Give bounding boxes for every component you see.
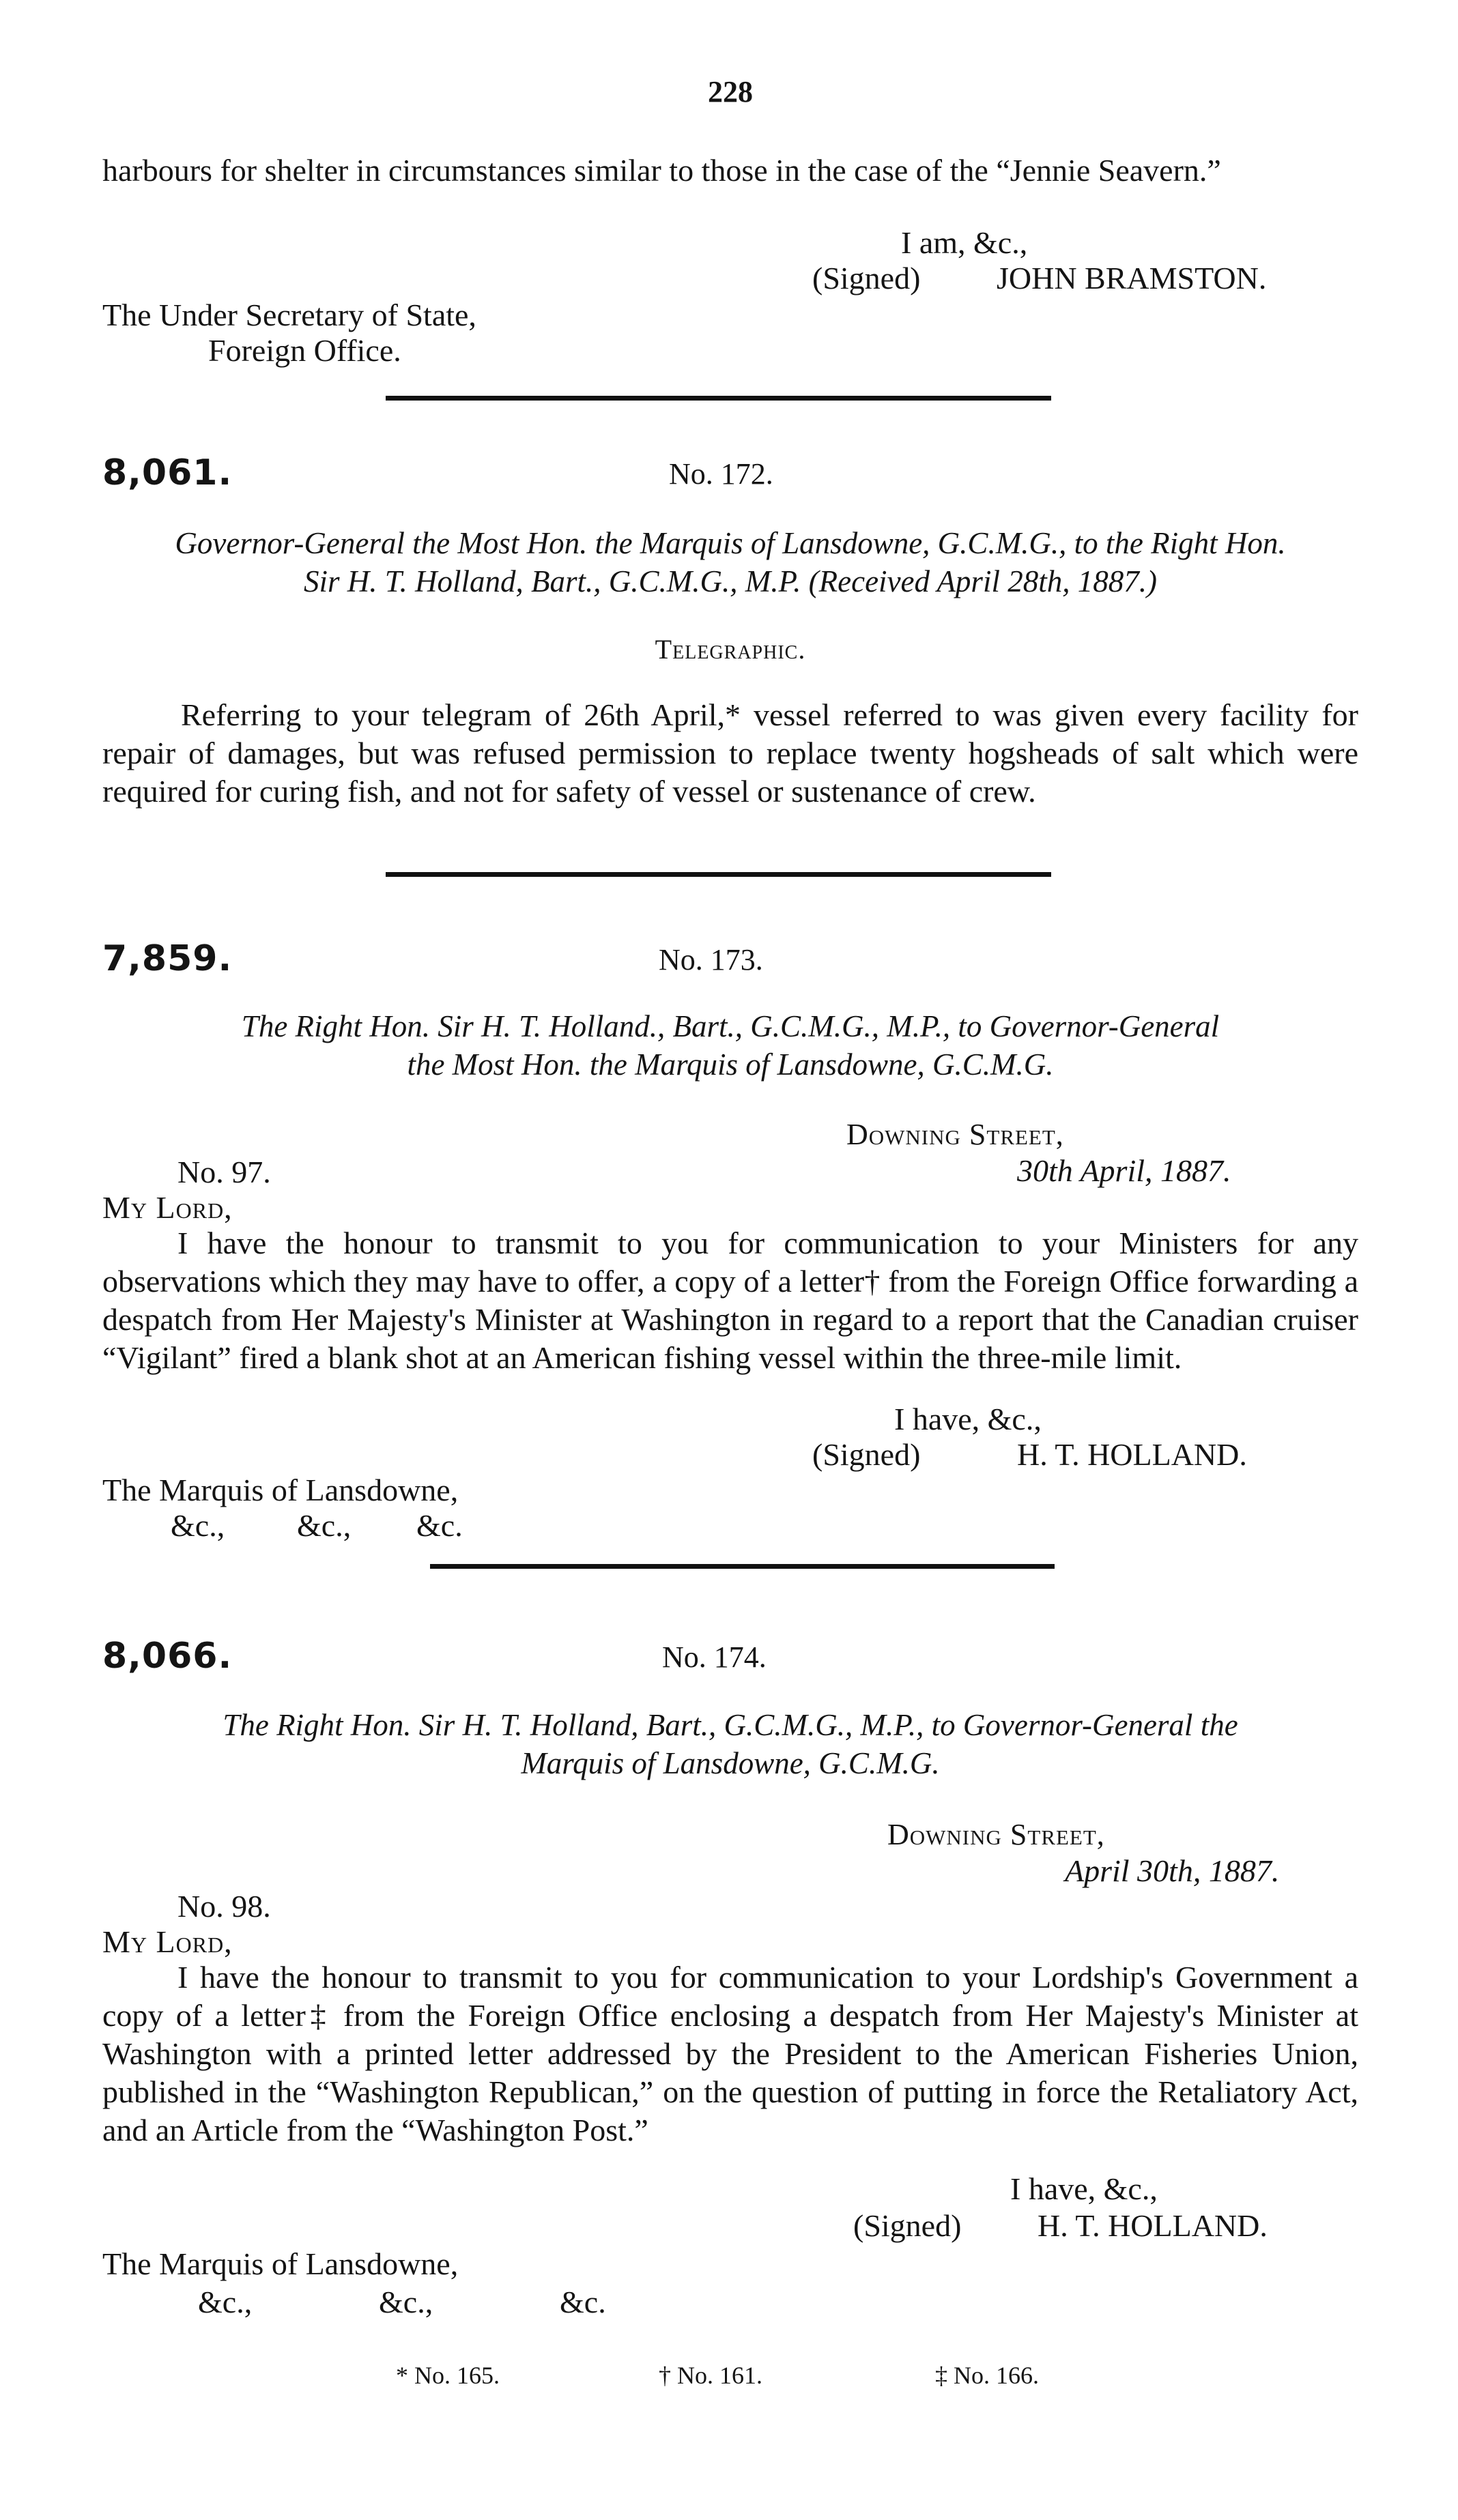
addressee-etc: &c.,: [297, 1508, 352, 1543]
addressee-etc: &c.,: [198, 2285, 253, 2319]
telegraphic-label: Telegraphic.: [655, 634, 806, 665]
intro-addressee-line1: The Under Secretary of State,: [102, 298, 476, 332]
body-paragraph: I have the honour to transmit to you for communication to your Ministers for any observations which they may have to offer, a copy of a letter† from the Foreign Office forwarding a despatch from Her Majesty's Minister at Washington in regard to a report that the Canadian cruiser “Vigilant” fired a blank shot at an American fishing vessel within the three-mile limit.: [102, 1226, 1358, 1376]
signed-label: (Signed): [812, 1437, 921, 1472]
ref-number: No. 98.: [177, 1889, 271, 1924]
intro-closing: I am, &c.,: [901, 225, 1028, 260]
intro-addressee-line2: Foreign Office.: [208, 333, 401, 368]
doc-number: 7,859.: [102, 938, 233, 979]
intro-paragraph: harbours for shelter in circumstances similar to those in the case of the “Jennie Seavern.”: [102, 153, 1221, 188]
heading-line: Governor-General the Most Hon. the Marquis of Lansdowne, G.C.M.G., to the Right Hon.: [175, 526, 1286, 560]
letter-heading: [102, 1706, 1358, 1783]
heading-line: Sir H. T. Holland, Bart., G.C.M.G., M.P. (Received April 28th, 1887.): [304, 564, 1157, 599]
signed-label: (Signed): [853, 2208, 962, 2243]
letter-heading: [102, 1007, 1358, 1084]
addressee-etc: &c.,: [379, 2285, 433, 2319]
section-divider: [386, 872, 1051, 877]
heading-line: Marquis of Lansdowne, G.C.M.G.: [521, 1746, 940, 1781]
addressee-etc: &c.: [560, 2285, 606, 2319]
item-number: No. 173.: [659, 943, 763, 976]
footnote: † No. 161.: [659, 2362, 762, 2389]
page-number: 228: [708, 75, 753, 108]
ref-number: No. 97.: [177, 1155, 271, 1189]
document-page: [102, 0, 1358, 2520]
intro-signatory: JOHN BRAMSTON.: [997, 261, 1267, 295]
section-divider: [386, 396, 1051, 401]
body-paragraph: I have the honour to transmit to you for communication to your Lordship's Government a copy of a letter‡ from the Foreign Office enclosing a despatch from Her Majesty's Minister at Washington with a printed letter addressed by the President to the American Fisheries Union, published in the “Washington Republican,” on the question of putting in force the Retaliatory Act, and an Article from the “Washington Post.”: [102, 1960, 1358, 2148]
body-paragraph: Referring to your telegram of 26th April,* vessel referred to was given every facility for repair of damages, but was refused permission to replace twenty hogsheads of salt which were required for curing fish, and not for safety of vessel or sustenance of crew.: [102, 697, 1358, 809]
signatory: H. T. HOLLAND.: [1017, 1437, 1247, 1472]
section-divider: [430, 1564, 1055, 1569]
addressee-etc: &c.: [416, 1508, 463, 1543]
addressee-line1: The Marquis of Lansdowne,: [102, 2246, 459, 2281]
closing: I have, &c.,: [1010, 2171, 1158, 2206]
date: April 30th, 1887.: [1065, 1853, 1280, 1888]
addressee-etc: &c.,: [171, 1508, 225, 1543]
salutation: My Lord,: [102, 1924, 233, 1959]
heading-line: the Most Hon. the Marquis of Lansdowne, G.C.M.G.: [407, 1047, 1054, 1082]
footnote: * No. 165.: [396, 2362, 500, 2389]
addressee-line1: The Marquis of Lansdowne,: [102, 1473, 459, 1507]
doc-number: 8,061.: [102, 452, 233, 493]
signatory: H. T. HOLLAND.: [1038, 2208, 1268, 2243]
salutation: My Lord,: [102, 1190, 233, 1225]
intro-signed-label: (Signed): [812, 261, 921, 295]
place: Downing Street,: [887, 1818, 1105, 1851]
place: Downing Street,: [846, 1118, 1064, 1151]
item-number: No. 172.: [669, 457, 773, 491]
footnote: ‡ No. 166.: [935, 2362, 1039, 2389]
doc-number: 8,066.: [102, 1636, 233, 1677]
heading-line: The Right Hon. Sir H. T. Holland, Bart., G.C.M.G., M.P., to Governor-General the: [223, 1708, 1238, 1742]
item-number: No. 174.: [662, 1640, 767, 1674]
closing: I have, &c.,: [894, 1402, 1042, 1436]
date: 30th April, 1887.: [1017, 1153, 1231, 1188]
heading-line: The Right Hon. Sir H. T. Holland., Bart., G.C.M.G., M.P., to Governor-General: [241, 1009, 1220, 1043]
letter-heading: [102, 524, 1358, 601]
